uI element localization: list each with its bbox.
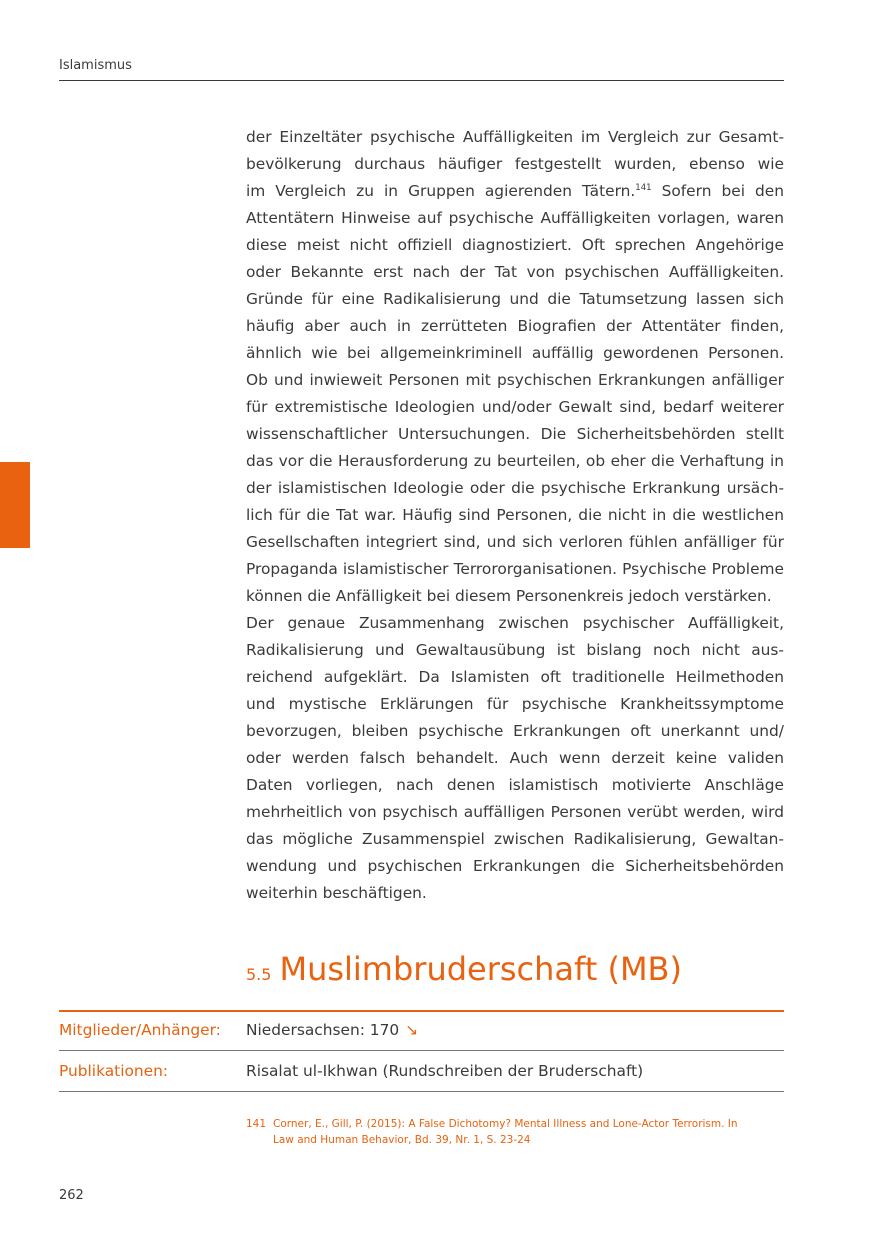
body-line: das mögliche Zusammenspiel zwischen Radikalisierung, Gewaltan- (246, 830, 784, 848)
section-number: 5.5 (246, 965, 272, 984)
body-line: für extremistische Ideologien und/oder Gewalt sind, bedarf weiterer (246, 398, 784, 416)
info-row-members (59, 1021, 784, 1045)
info-table-row-divider (59, 1050, 784, 1051)
body-line: Propaganda islamistischer Terrororganisationen. Psychische Probleme (246, 560, 784, 578)
body-line: weiterhin beschäftigen. (246, 884, 427, 902)
body-line: ähnlich wie bei allgemeinkriminell auffällig gewordenen Personen. (246, 344, 784, 362)
body-line: oder Bekannte erst nach der Tat von psychischen Auffälligkeiten. (246, 263, 784, 281)
body-line: Daten vorliegen, nach denen islamistisch motivierte Anschläge (246, 776, 784, 794)
body-line: häufig aber auch in zerrütteten Biografien der Attentäter finden, (246, 317, 784, 335)
body-text (246, 124, 784, 907)
footnote-line: Corner, E., Gill, P. (2015): A False Dichotomy? Mental Illness and Lone-Actor Terrorism. In (273, 1118, 738, 1130)
chapter-side-tab (0, 462, 30, 548)
page-number: 262 (59, 1188, 84, 1203)
body-line: reichend aufgeklärt. Da Islamisten oft traditionelle Heilmethoden (246, 668, 784, 686)
body-line: Ob und inwieweit Personen mit psychischen Erkrankungen anfälliger (246, 371, 784, 389)
body-line: bevorzugen, bleiben psychische Erkrankungen oft unerkannt und/ (246, 722, 784, 740)
footnote-line: Law and Human Behavior, Bd. 39, Nr. 1, S. 23-24 (273, 1134, 531, 1146)
info-row-publications (59, 1062, 784, 1086)
body-line: oder werden falsch behandelt. Auch wenn derzeit keine validen (246, 749, 784, 767)
body-line: und mystische Erklärungen für psychische Krankheitssymptome (246, 695, 784, 713)
body-line: bevölkerung durchaus häufiger festgestellt wurden, ebenso wie (246, 155, 784, 173)
footnote (246, 1116, 784, 1148)
info-table-bottom-rule (59, 1091, 784, 1092)
body-line: Gründe für eine Radikalisierung und die Tatumsetzung lassen sich (246, 290, 784, 308)
body-line: das vor die Herausforderung zu beurteilen, ob eher die Verhaftung in (246, 452, 784, 470)
body-line: wissenschaftlicher Untersuchungen. Die Sicherheitsbehörden stellt (246, 425, 784, 443)
trend-down-arrow-icon: ↘ (405, 1021, 419, 1039)
header-divider (59, 80, 784, 81)
footnote-number: 141 (246, 1118, 267, 1130)
body-line: der islamistischen Ideologie oder die psychische Erkrankung ursäch- (246, 479, 784, 497)
members-value (246, 1021, 418, 1039)
publications-label: Publikationen: (59, 1062, 169, 1080)
running-header-title: Islamismus (59, 58, 132, 73)
members-label: Mitglieder/Anhänger: (59, 1021, 221, 1039)
section-heading (246, 950, 682, 994)
publications-value: Risalat ul-Ikhwan (Rundschreiben der Bruderschaft) (246, 1062, 644, 1080)
body-line: diese meist nicht offiziell diagnostiziert. Oft sprechen Angehörige (246, 236, 784, 254)
body-line: Der genaue Zusammenhang zwischen psychischer Auffälligkeit, (246, 614, 784, 632)
body-line: wendung und psychischen Erkrankungen die Sicherheitsbehörden (246, 857, 784, 875)
body-line: können die Anfälligkeit bei diesem Personenkreis jedoch verstärken. (246, 587, 772, 605)
members-count: Niedersachsen: 170 (246, 1021, 400, 1039)
body-line-with-footnote (246, 178, 784, 205)
body-line: Gesellschaften integriert sind, und sich verloren fühlen anfälliger für (246, 533, 784, 551)
body-line: Radikalisierung und Gewaltausübung ist bislang noch nicht aus- (246, 641, 784, 659)
body-line-text-continued: Sofern bei den (661, 182, 784, 200)
body-line: lich für die Tat war. Häufig sind Personen, die nicht in die westlichen (246, 506, 784, 524)
body-line: Attentätern Hinweise auf psychische Auffälligkeiten vorlagen, waren (246, 209, 784, 227)
body-line: mehrheitlich von psychisch auffälligen Personen verübt werden, wird (246, 803, 784, 821)
body-line: der Einzeltäter psychische Auffälligkeiten im Vergleich zur Gesamt- (246, 128, 784, 146)
info-table-top-rule (59, 1010, 784, 1012)
section-title: Muslimbruderschaft (MB) (279, 950, 682, 988)
footnote-reference[interactable]: 141 (635, 183, 652, 193)
body-line-text: im Vergleich zu in Gruppen agierenden Tätern. (246, 182, 636, 200)
